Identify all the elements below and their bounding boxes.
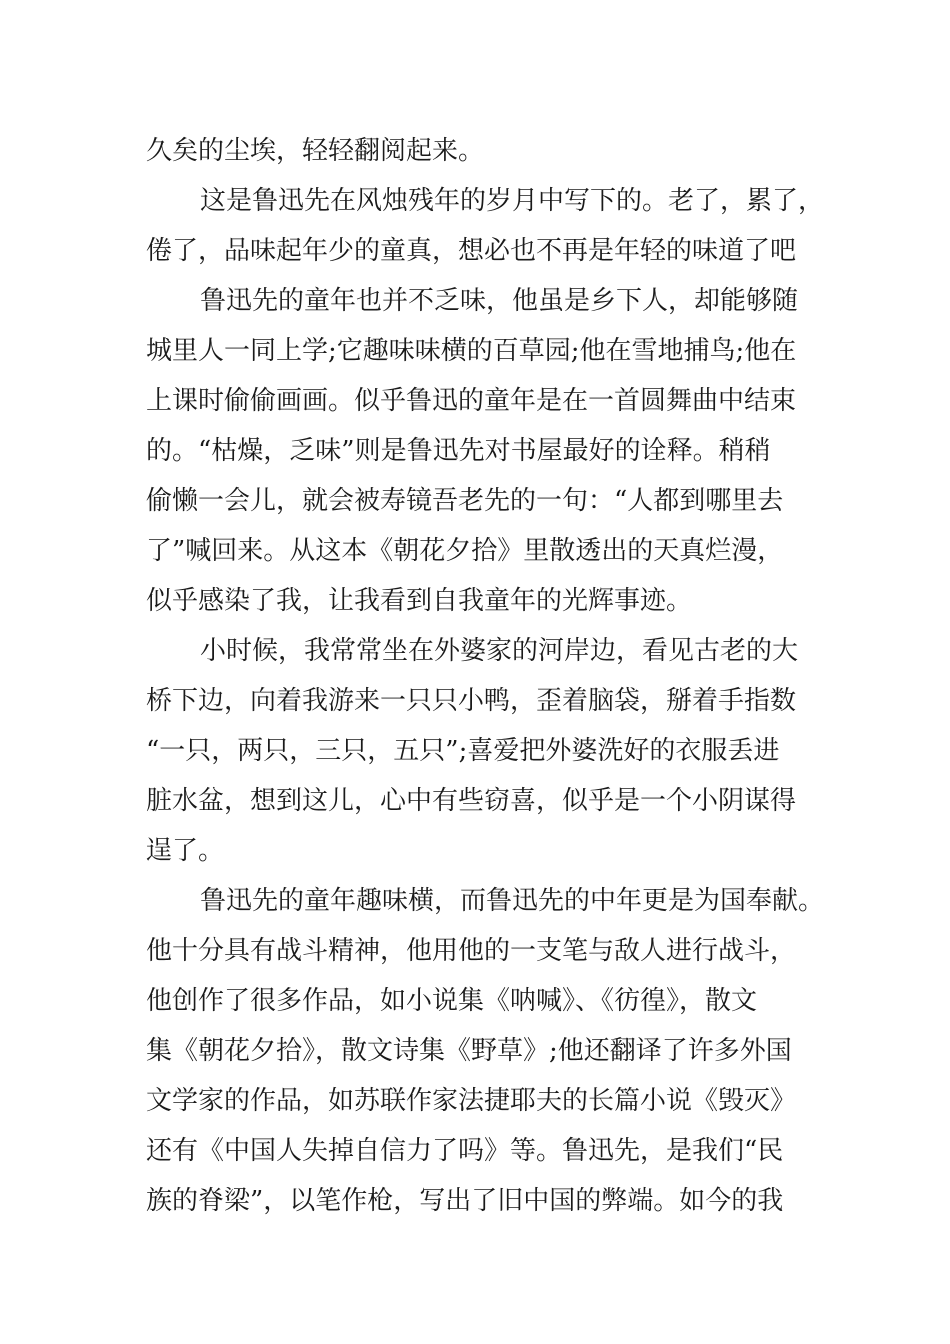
text-line: 他创作了很多作品，如小说集《呐喊》、《彷徨》，散文	[146, 986, 758, 1016]
text-line: 上课时偷偷画画。似乎鲁迅的童年是在一首圆舞曲中结束	[146, 386, 797, 416]
text-line: 这是鲁迅先在风烛残年的岁月中写下的。老了，累了，	[200, 186, 825, 216]
text-line: 鲁迅先的童年也并不乏味，他虽是乡下人，却能够随	[200, 286, 799, 316]
text-line: 桥下边，向着我游来一只只小鸭，歪着脑袋，掰着手指数	[146, 686, 797, 716]
text-line: 文学家的作品，如苏联作家法捷耶夫的长篇小说《毁灭》	[146, 1086, 797, 1116]
text-line: 久矣的尘埃，轻轻翻阅起来。	[146, 136, 485, 166]
text-line: 脏水盆，想到这儿，心中有些窃喜，似乎是一个小阴谋得	[146, 786, 797, 816]
text-line: 似乎感染了我，让我看到自我童年的光辉事迹。	[146, 586, 693, 616]
text-line: 他十分具有战斗精神，他用他的一支笔与敌人进行战斗，	[146, 936, 797, 966]
text-line: 了”喊回来。从这本《朝花夕拾》里散透出的天真烂漫，	[146, 536, 784, 566]
text-line: 族的脊梁”，以笔作枪，写出了旧中国的弊端。如今的我	[146, 1186, 784, 1216]
text-line: 小时候，我常常坐在外婆家的河岸边，看见古老的大	[200, 636, 799, 666]
text-line: 的。“枯燥，乏味”则是鲁迅先对书屋最好的诠释。稍稍	[146, 436, 771, 466]
document-body	[146, 126, 826, 1226]
text-line: 逞了。	[146, 836, 225, 866]
text-line: 集《朝花夕拾》，散文诗集《野草》;他还翻译了许多外国	[146, 1036, 792, 1066]
text-line: “一只，两只，三只，五只”;喜爱把外婆洗好的衣服丢进	[146, 736, 780, 766]
text-line: 城里人一同上学;它趣味味横的百草园;他在雪地捕鸟;他在	[146, 336, 797, 366]
text-line: 倦了，品味起年少的童真，想必也不再是年轻的味道了吧	[146, 236, 797, 266]
text-line: 偷懒一会儿，就会被寿镜吾老先的一句：“人都到哪里去	[146, 486, 784, 516]
text-line: 还有《中国人失掉自信力了吗》等。鲁迅先，是我们“民	[146, 1136, 784, 1166]
text-line: 鲁迅先的童年趣味横，而鲁迅先的中年更是为国奉献。	[200, 886, 825, 916]
